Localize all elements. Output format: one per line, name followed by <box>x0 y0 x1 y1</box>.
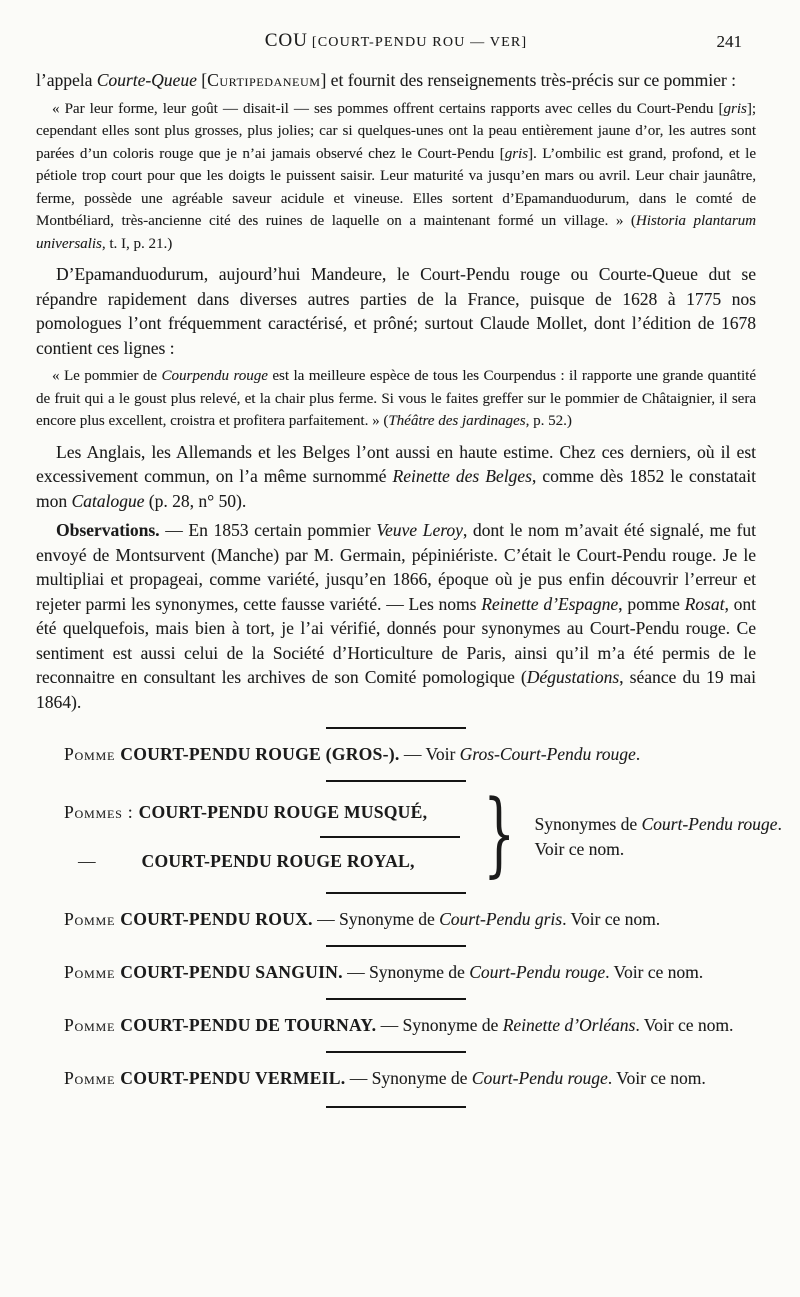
text-run: « Le pommier de <box>52 368 162 384</box>
text-run: — Voir <box>399 744 460 764</box>
book-title-italic: Catalogue <box>71 490 145 511</box>
text-run: — Synonyme de <box>376 1015 503 1036</box>
text-run: , séance du 19 mai 1864). <box>36 667 756 712</box>
pomme-label: Pomme <box>64 1015 121 1036</box>
group-line-musque <box>64 800 476 825</box>
text-run: ]; cependant elles sont plus grosses, plus jolies; car si quelques-unes ont la peau entièrement jaune d’or, les autres sont parées d’un coloris rouge que je n’ai jamais observé chez le Court-Pendu [ <box>36 100 756 162</box>
quotation-mollet <box>36 365 756 433</box>
pomme-label: Pomme <box>64 1068 121 1089</box>
variety-name: COURT-PENDU ROUX. <box>120 909 313 930</box>
variety-name: COURT-PENDU ROUGE ROYAL, <box>141 851 415 872</box>
section-abbreviation: COU <box>264 30 308 51</box>
cross-reference-italic: Court-Pendu rouge <box>469 962 606 983</box>
pommes-label: Pommes : <box>64 802 139 823</box>
text-run: . <box>635 744 641 764</box>
text-run: . Voir ce nom. <box>562 909 661 930</box>
variety-name-italic: Reinette des Belges <box>392 466 532 486</box>
section-divider <box>326 1051 466 1053</box>
text-run: , pomme <box>618 593 685 614</box>
quotation-historia <box>36 98 756 256</box>
book-title-italic: Dégustations <box>526 667 620 687</box>
paragraph-esteem <box>36 440 756 514</box>
synonym-entry-roux <box>64 907 756 932</box>
variety-name: COURT-PENDU DE TOURNAY. <box>120 1015 377 1036</box>
cross-reference-italic: Court-Pendu gris <box>439 909 563 930</box>
curly-brace: } <box>483 780 516 887</box>
book-title-italic: Théâtre des jardinages <box>388 413 526 429</box>
cross-reference-italic: Court-Pendu rouge <box>471 1068 608 1089</box>
text-run: — Synonyme de <box>342 962 470 983</box>
page-number: 241 <box>716 32 742 51</box>
text-run: . Voir ce nom. <box>635 1015 734 1036</box>
text-run: « Par leur forme, leur goût — disait-il — ses pommes offrent certains rapports avec celles du Court-Pendu [ <box>52 100 724 117</box>
text-run: , p. 52.) <box>525 413 572 429</box>
pomme-label: Pomme <box>64 744 121 764</box>
cross-reference-italic: Court-Pendu rouge <box>641 814 778 835</box>
section-divider <box>326 892 466 894</box>
variety-name-italic: Courte-Queue <box>96 70 197 90</box>
text-run: est la meilleure espèce de tous les Courpendus : il rapporte une grande quantité de fruit qui a le goust plus relevé, et la chair plus ferme. Si vous le faites greffer sur le pommier de Châtaignier, il sera encore plus excellent, croistra et profitera parfaitement. » ( <box>36 368 756 429</box>
text-run: ]. L’ombilic est grand, profond, et le pétiole trop court pour que les doigts le puissent saisir. Leur maturité va jusqu’en mars ou avril. Leur chair jaunâtre, ferme, possède une agréable saveur acidule et vineuse. Elles sortent d’Epamanduodurum, dans le comté de Montbéliard, très-ancienne cité des ruines de laquelle on a maintenant formé un village. » ( <box>36 145 757 229</box>
latin-name-smallcaps: Curtipedaneum <box>207 70 321 90</box>
variety-name: COURT-PENDU ROUGE (GROS-). <box>120 744 400 764</box>
paragraph-intro <box>36 68 756 93</box>
variety-name-italic: Reinette d’Espagne <box>481 593 619 614</box>
pomme-label: Pomme <box>64 909 121 930</box>
text-run: — En 1853 certain pommier <box>159 520 377 540</box>
text-run: [ <box>196 70 208 90</box>
synonym-entry-tournay <box>64 1013 756 1038</box>
group-synonym-note <box>535 812 793 862</box>
text-run: , comme dès 1852 le constatait mon <box>36 466 756 511</box>
variety-name: COURT-PENDU SANGUIN. <box>120 962 343 983</box>
synonym-entry-vermeil <box>64 1066 756 1091</box>
section-divider <box>326 727 466 729</box>
group-divider <box>320 836 460 838</box>
synonym-entry-group <box>64 780 782 887</box>
variety-name: COURT-PENDU ROUGE MUSQUÉ, <box>138 802 428 823</box>
running-head-title <box>264 30 528 51</box>
section-divider <box>326 998 466 1000</box>
text-run: Les Anglais, les Allemands et les Belges l’ont aussi en haute estime. Chez ces derniers, où il est excessivement commun, on l’a même surnommé <box>36 441 756 486</box>
variety-name-italic: Rosat <box>684 593 725 614</box>
text-run: , t. I, p. 21.) <box>101 235 173 252</box>
cross-reference-italic: Gros-Court-Pendu rouge <box>459 744 636 764</box>
text-run: — Synonyme de <box>312 909 440 930</box>
synonym-entry-sanguin <box>64 960 756 985</box>
section-divider <box>326 780 466 782</box>
variety-name: COURT-PENDU VERMEIL. <box>120 1068 346 1089</box>
ditto-dash: — <box>78 851 96 872</box>
text-run: , ont été quelquefois, mais bien à tort, je l’ai vérifié, donnés pour synonymes au Court-Pendu rouge. Ce sentiment est aussi celui de la Société d’Horticulture de Paris, ainsi qu’il m’a été permis de le reconnaitre en consultant les archives de son Comité pomologique ( <box>36 593 756 687</box>
variety-name-italic: Veuve Leroy <box>376 520 463 540</box>
text-run: . Voir ce nom. <box>605 962 704 983</box>
text-run: Synonymes de <box>534 814 642 835</box>
paragraph-history: D’Epamanduodurum, aujourd’hui Mandeure, le Court-Pendu rouge ou Courte-Queue dut se répandre rapidement dans diverses autres parties de la France, puisque de 1628 à 1775 nos pomologues l’ont fréquemment caractérisé, et prôné; surtout Claude Mollet, dont l’édition de 1678 contient ces lignes : <box>36 264 756 358</box>
text-run: . Voir ce nom. <box>607 1068 706 1089</box>
paragraph-observations <box>36 518 756 714</box>
section-divider <box>326 1106 466 1108</box>
text-run: , dont le nom m’avait été signalé, me fut envoyé de Montsurvent (Manche) par M. Germain, pépiniériste. C’était le Court-Pendu rouge. Je le multipliai et propageai, comme variété, jusqu’en 1866, époque où je pus enfin découvrir l’erreur et rejeter parmi les synonymes, cette fausse variété. — Les noms <box>36 520 756 614</box>
group-line-royal <box>64 849 476 874</box>
text-italic: gris <box>723 100 747 117</box>
text-run: (p. 28, n° 50). <box>144 490 247 511</box>
section-range: [COURT-PENDU ROU — VER] <box>311 35 528 50</box>
running-head <box>36 30 756 54</box>
text-run: — Synonyme de <box>345 1068 472 1089</box>
pomme-label: Pomme <box>64 962 121 983</box>
group-variety-names <box>64 800 476 874</box>
observations-heading: Observations. <box>56 520 160 540</box>
text-run: l’appela <box>36 70 97 90</box>
text-italic: gris <box>504 145 529 162</box>
text-run: . Voir ce nom. <box>534 814 782 860</box>
text-run: ] et fournit des renseignements très-précis sur ce pommier : <box>320 70 736 90</box>
book-title-italic: Historia plantarum universalis <box>36 213 757 252</box>
cross-reference-italic: Reinette d’Orléans <box>502 1015 636 1036</box>
section-divider <box>326 945 466 947</box>
synonym-entry-gros <box>64 742 756 767</box>
variety-name-italic: Courpendu rouge <box>161 368 268 384</box>
